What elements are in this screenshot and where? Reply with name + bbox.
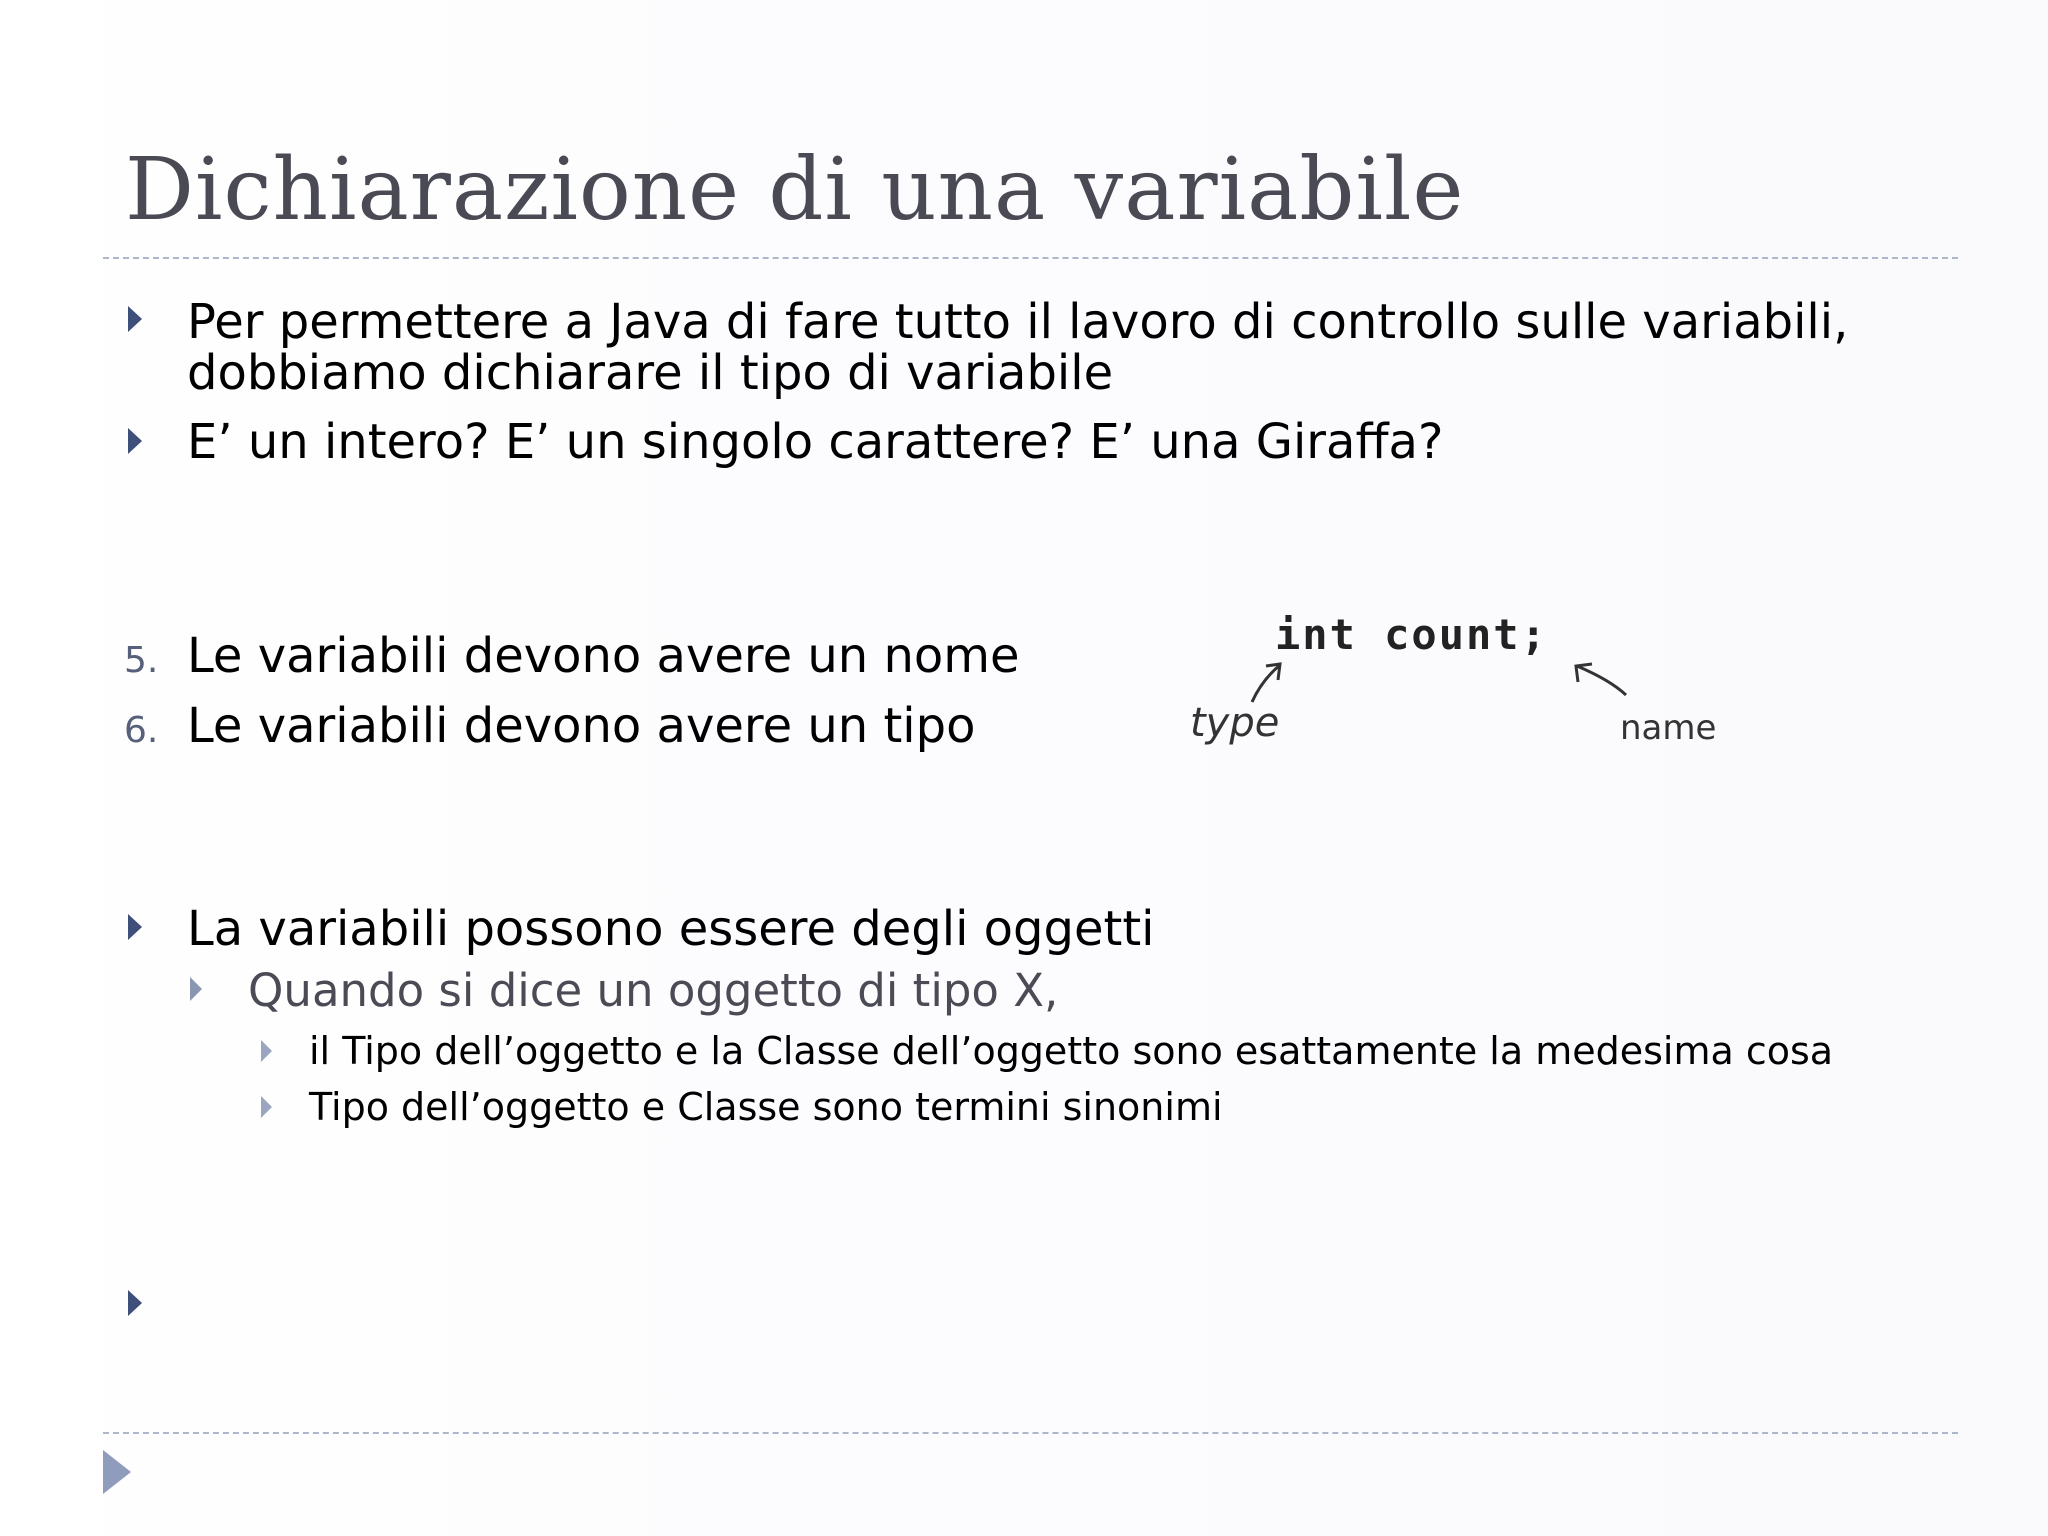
triangle-bullet-icon (190, 977, 202, 1001)
type-label: type (1190, 700, 1280, 746)
bullet-text: E’ un intero? E’ un singolo carattere? E’ una Giraffa? (187, 414, 1444, 470)
bullet-text: Per permettere a Java di fare tutto il lavoro di controllo sulle variabili, (187, 294, 1849, 350)
type-arrow-icon (1252, 665, 1280, 702)
triangle-bullet-icon (128, 306, 142, 332)
triangle-bullet-icon (128, 914, 142, 940)
name-label: name (1620, 708, 1717, 748)
declaration-diagram (1180, 600, 1740, 780)
slide-title: Dichiarazione di una variabile (125, 140, 1465, 240)
numbered-item-text: Le variabili devono avere un tipo (187, 698, 976, 754)
bullet-text: La variabili possono essere degli oggetti (187, 901, 1155, 957)
triangle-bullet-icon (128, 428, 142, 454)
annotation-arrows (1180, 600, 1740, 780)
list-number: 5. (124, 640, 159, 681)
sub-bullet-text: Quando si dice un oggetto di tipo X, (248, 964, 1059, 1017)
footer-divider (103, 1432, 1958, 1434)
sub-sub-bullet-text: Tipo dell’oggetto e Classe sono termini sinonimi (309, 1085, 1223, 1129)
triangle-bullet-icon (261, 1040, 272, 1062)
next-slide-arrow-icon[interactable] (103, 1450, 131, 1494)
numbered-item-text: Le variabili devono avere un nome (187, 628, 1020, 684)
bullet-text-continuation: dobbiamo dichiarare il tipo di variabile (187, 345, 1114, 401)
code-snippet: int count; (1275, 610, 1548, 659)
triangle-bullet-icon (128, 1290, 142, 1316)
title-divider (103, 257, 1958, 259)
name-arrow-icon (1577, 666, 1626, 695)
sub-sub-bullet-text: il Tipo dell’oggetto e la Classe dell’oggetto sono esattamente la medesima cosa (309, 1029, 1834, 1073)
list-number: 6. (124, 710, 159, 751)
triangle-bullet-icon (261, 1096, 272, 1118)
